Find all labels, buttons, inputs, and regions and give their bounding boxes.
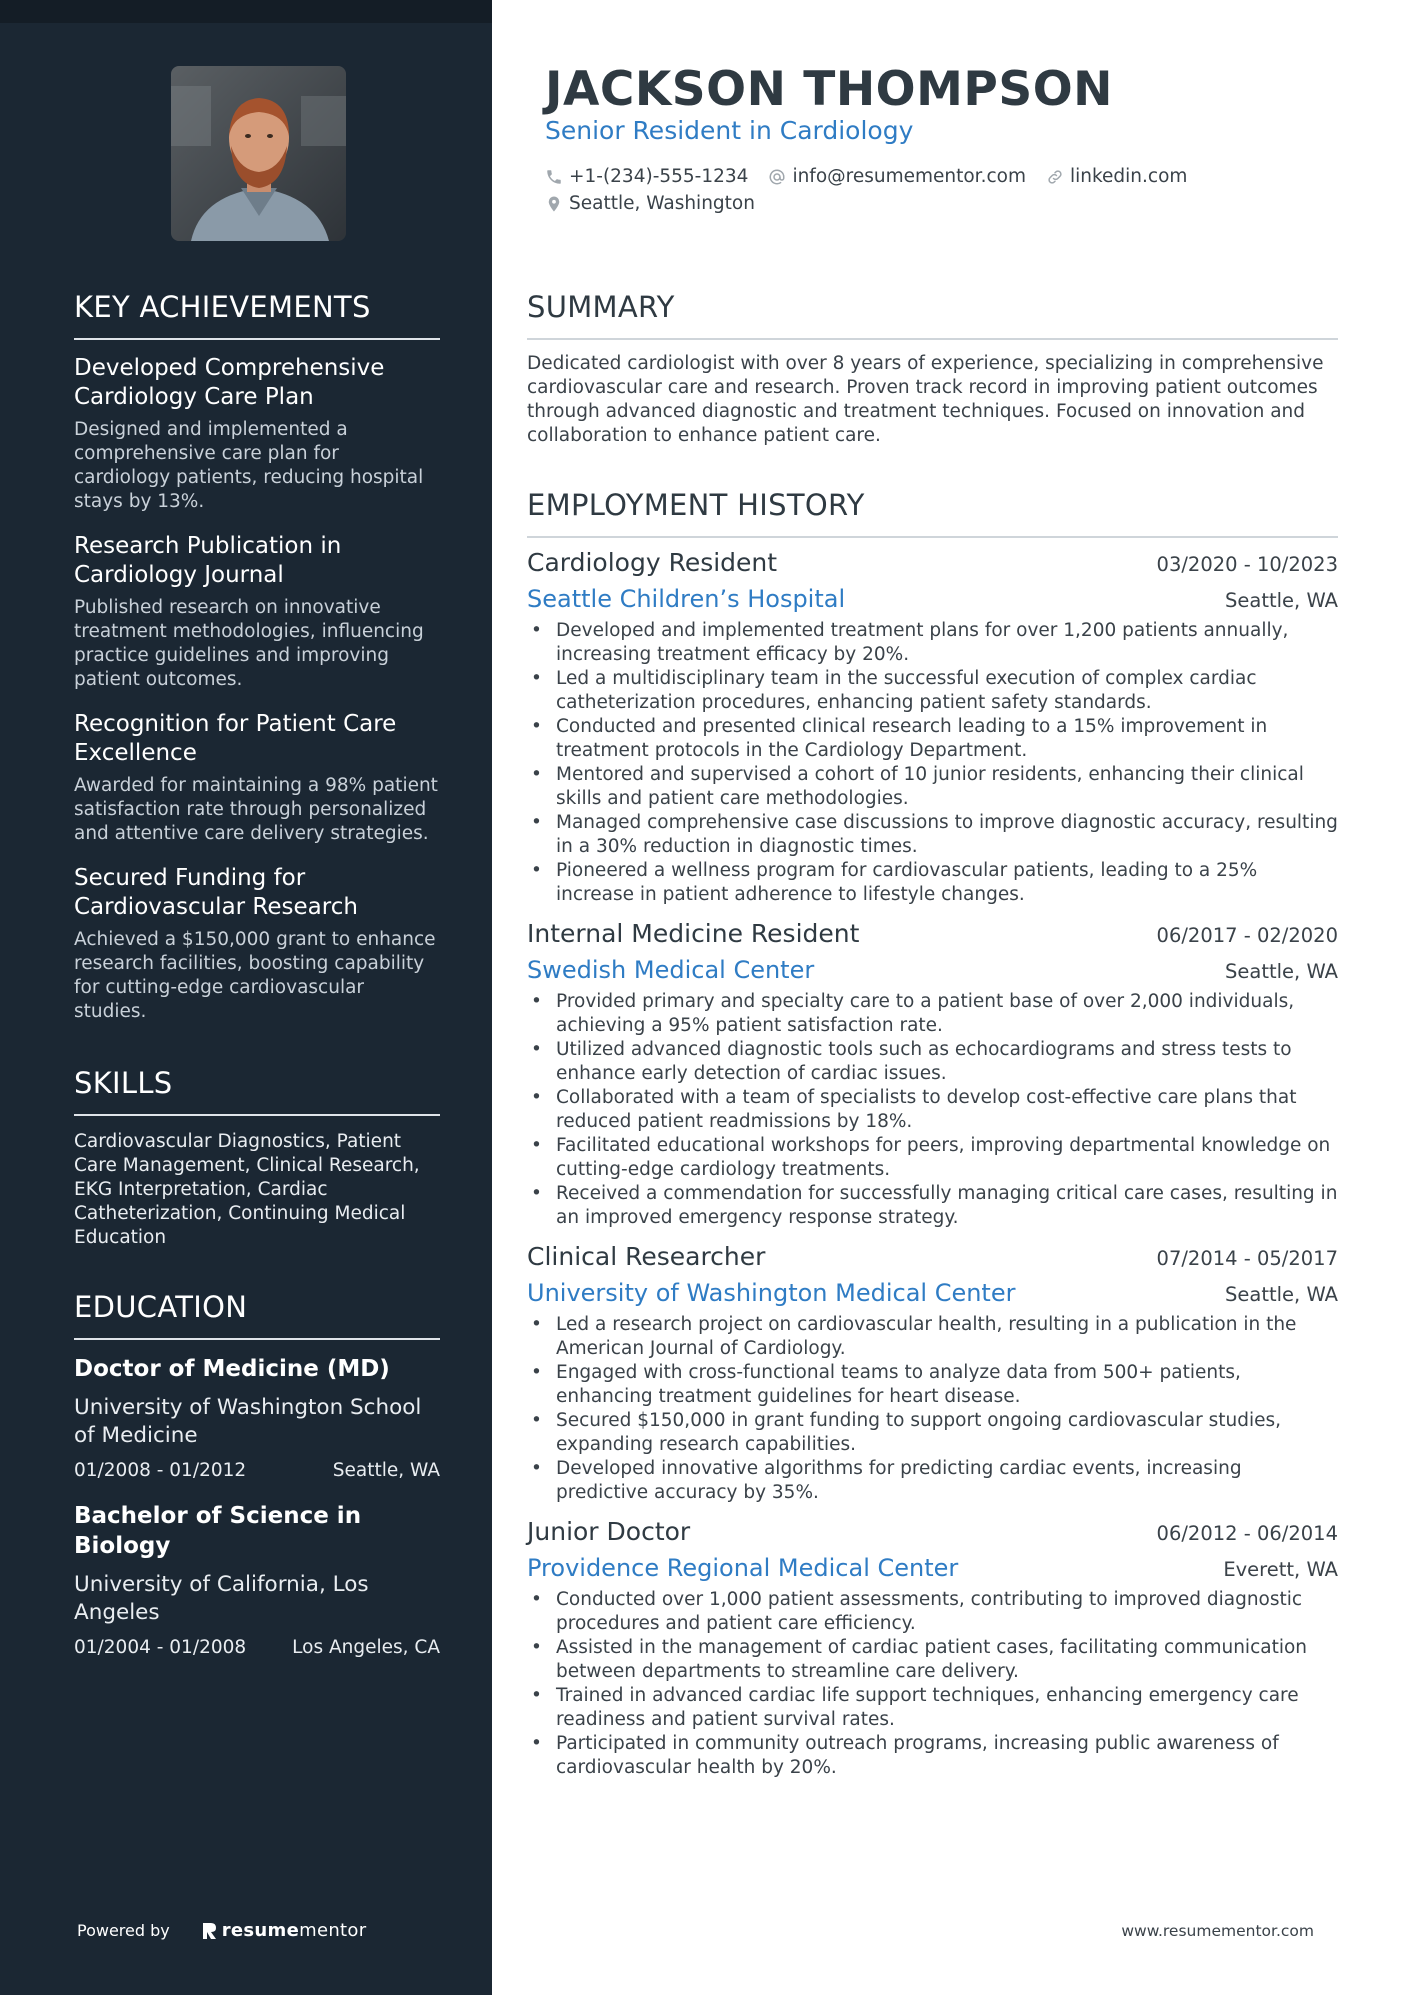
job-dates: 06/2017 - 02/2020 bbox=[1156, 924, 1338, 947]
powered-by bbox=[77, 1920, 366, 1941]
summary-section bbox=[527, 290, 1338, 448]
link-icon bbox=[1046, 168, 1064, 186]
education-meta bbox=[74, 1637, 440, 1658]
job-entry bbox=[527, 919, 1338, 1230]
job-location: Seattle, WA bbox=[1225, 960, 1338, 983]
skills-list: Cardiovascular Diagnostics, Patient Care Management, Clinical Research, EKG Interpretation, Cardiac Catheterization, Continuing Medical Education bbox=[74, 1131, 420, 1248]
summary-text: Dedicated cardiologist with over 8 years of experience, specializing in comprehensive cardiovascular care and research. Proven track record in improving patient outcomes through advanced diagnostic and treatment techniques. Focused on innovation and collaboration to enhance patient care. bbox=[527, 353, 1324, 446]
job-dates: 06/2012 - 06/2014 bbox=[1156, 1522, 1338, 1545]
skills-heading: SKILLS bbox=[74, 1066, 440, 1116]
candidate-title: Senior Resident in Cardiology bbox=[545, 116, 914, 145]
candidate-name: JACKSON THOMPSON bbox=[545, 62, 1113, 117]
education-degree: Bachelor of Science in Biology bbox=[74, 1503, 362, 1559]
job-role: Clinical Researcher bbox=[527, 1242, 766, 1271]
education-item bbox=[74, 1501, 440, 1658]
job-bullets bbox=[527, 1588, 1338, 1780]
job-bullets bbox=[527, 990, 1338, 1230]
achievement-title: Recognition for Patient Care Excellence bbox=[74, 711, 397, 766]
contact-phone[interactable]: +1-(234)-555-1234 bbox=[545, 166, 748, 187]
job-organization: University of Washington Medical Center bbox=[527, 1279, 1016, 1307]
job-organization: Seattle Children’s Hospital bbox=[527, 585, 846, 613]
contact-linkedin[interactable]: linkedin.com bbox=[1046, 166, 1187, 187]
job-bullet: • Conducted and presented clinical research leading to a 15% improvement in treatment protocols in the Cardiology Department. bbox=[527, 715, 1338, 763]
profile-photo bbox=[171, 66, 346, 241]
job-bullets bbox=[527, 619, 1338, 907]
job-role: Internal Medicine Resident bbox=[527, 919, 860, 948]
employment-heading: EMPLOYMENT HISTORY bbox=[527, 488, 1338, 538]
job-bullet: • Secured $150,000 in grant funding to support ongoing cardiovascular studies, expanding research capabilities. bbox=[527, 1409, 1338, 1457]
brand-light: mentor bbox=[299, 1920, 367, 1941]
education-degree: Doctor of Medicine (MD) bbox=[74, 1356, 390, 1382]
education-location: Los Angeles, CA bbox=[292, 1637, 440, 1658]
brand-bold: resume bbox=[221, 1920, 300, 1941]
achievement-item bbox=[74, 354, 440, 514]
job-bullet: • Facilitated educational workshops for peers, improving departmental knowledge on cutting-edge cardiology treatments. bbox=[527, 1134, 1338, 1182]
achievement-title: Research Publication in Cardiology Journal bbox=[74, 533, 342, 588]
education-item bbox=[74, 1354, 440, 1481]
job-bullet: • Pioneered a wellness program for cardiovascular patients, leading to a 25% increase in patient adherence to lifestyle changes. bbox=[527, 859, 1338, 907]
job-role: Junior Doctor bbox=[527, 1517, 691, 1546]
resumementor-logo-icon bbox=[200, 1921, 218, 1941]
job-bullets bbox=[527, 1313, 1338, 1505]
achievement-desc: Designed and implemented a comprehensive care plan for cardiology patients, reducing hospital stays by 13%. bbox=[74, 419, 424, 512]
sidebar-top-bar bbox=[0, 0, 492, 23]
job-bullet: • Provided primary and specialty care to a patient base of over 2,000 individuals, achieving a 95% patient satisfaction rate. bbox=[527, 990, 1338, 1038]
achievement-desc: Achieved a $150,000 grant to enhance research facilities, boosting capability for cutting-edge cardiovascular studies. bbox=[74, 929, 436, 1022]
contact-info bbox=[545, 163, 1265, 217]
job-organization: Providence Regional Medical Center bbox=[527, 1554, 959, 1582]
job-bullet: • Developed innovative algorithms for predicting cardiac events, increasing predictive accuracy by 35%. bbox=[527, 1457, 1338, 1505]
achievement-item bbox=[74, 710, 440, 846]
achievements-heading: KEY ACHIEVEMENTS bbox=[74, 290, 440, 340]
sidebar-content bbox=[74, 290, 440, 1678]
summary-heading: SUMMARY bbox=[527, 290, 1338, 340]
job-location: Everett, WA bbox=[1223, 1558, 1338, 1581]
education-dates: 01/2004 - 01/2008 bbox=[74, 1637, 247, 1658]
job-bullet: • Participated in community outreach programs, increasing public awareness of cardiovascular health by 20%. bbox=[527, 1732, 1338, 1780]
powered-by-label: Powered by bbox=[77, 1921, 170, 1940]
job-bullet: • Led a research project on cardiovascular health, resulting in a publication in the American Journal of Cardiology. bbox=[527, 1313, 1338, 1361]
at-icon bbox=[768, 168, 786, 186]
job-role: Cardiology Resident bbox=[527, 548, 778, 577]
job-entry bbox=[527, 548, 1338, 907]
job-bullet: • Collaborated with a team of specialists to develop cost-effective care plans that reduced patient readmissions by 18%. bbox=[527, 1086, 1338, 1134]
achievement-desc: Awarded for maintaining a 98% patient satisfaction rate through personalized and attentive care delivery strategies. bbox=[74, 775, 438, 844]
employment-section bbox=[527, 488, 1338, 1792]
job-bullet: • Assisted in the management of cardiac patient cases, facilitating communication between departments to streamline care delivery. bbox=[527, 1636, 1338, 1684]
achievement-title: Developed Comprehensive Cardiology Care Plan bbox=[74, 355, 385, 410]
location-pin-icon bbox=[545, 195, 563, 213]
education-heading: EDUCATION bbox=[74, 1290, 440, 1340]
education-school: University of California, Los Angeles bbox=[74, 1572, 369, 1625]
job-bullet: • Managed comprehensive case discussions to improve diagnostic accuracy, resulting in a 30% reduction in diagnostic times. bbox=[527, 811, 1338, 859]
education-dates: 01/2008 - 01/2012 bbox=[74, 1460, 247, 1481]
job-dates: 07/2014 - 05/2017 bbox=[1156, 1247, 1338, 1270]
job-bullet: • Conducted over 1,000 patient assessments, contributing to improved diagnostic procedures and patient care efficiency. bbox=[527, 1588, 1338, 1636]
job-entry bbox=[527, 1517, 1338, 1780]
achievement-item bbox=[74, 864, 440, 1024]
achievement-item bbox=[74, 532, 440, 692]
contact-email[interactable]: info@resumementor.com bbox=[768, 166, 1026, 187]
education-meta bbox=[74, 1460, 440, 1481]
job-bullet: • Developed and implemented treatment plans for over 1,200 patients annually, increasing treatment efficacy by 20%. bbox=[527, 619, 1338, 667]
achievement-title: Secured Funding for Cardiovascular Research bbox=[74, 865, 358, 920]
job-location: Seattle, WA bbox=[1225, 1283, 1338, 1306]
job-entry bbox=[527, 1242, 1338, 1505]
job-organization: Swedish Medical Center bbox=[527, 956, 815, 984]
job-bullet: • Engaged with cross-functional teams to analyze data from 500+ patients, enhancing treatment guidelines for heart disease. bbox=[527, 1361, 1338, 1409]
education-school: University of Washington School of Medicine bbox=[74, 1395, 422, 1448]
job-bullet: • Trained in advanced cardiac life support techniques, enhancing emergency care readiness and patient survival rates. bbox=[527, 1684, 1338, 1732]
education-location: Seattle, WA bbox=[332, 1460, 440, 1481]
footer-url[interactable]: www.resumementor.com bbox=[1121, 1922, 1314, 1940]
job-location: Seattle, WA bbox=[1225, 589, 1338, 612]
phone-icon bbox=[545, 168, 563, 186]
contact-location: Seattle, Washington bbox=[545, 193, 755, 214]
achievement-desc: Published research on innovative treatment methodologies, influencing practice guidelines and improving patient outcomes. bbox=[74, 597, 424, 690]
job-bullet: • Mentored and supervised a cohort of 10 junior residents, enhancing their clinical skills and patient care methodologies. bbox=[527, 763, 1338, 811]
job-bullet: • Utilized advanced diagnostic tools such as echocardiograms and stress tests to enhance early detection of cardiac issues. bbox=[527, 1038, 1338, 1086]
resumementor-logo[interactable] bbox=[200, 1920, 367, 1941]
job-bullet: • Received a commendation for successfully managing critical care cases, resulting in an improved emergency response strategy. bbox=[527, 1182, 1338, 1230]
job-bullet: • Led a multidisciplinary team in the successful execution of complex cardiac catheterization procedures, enhancing patient safety standards. bbox=[527, 667, 1338, 715]
job-dates: 03/2020 - 10/2023 bbox=[1156, 553, 1338, 576]
sidebar bbox=[0, 0, 492, 1995]
